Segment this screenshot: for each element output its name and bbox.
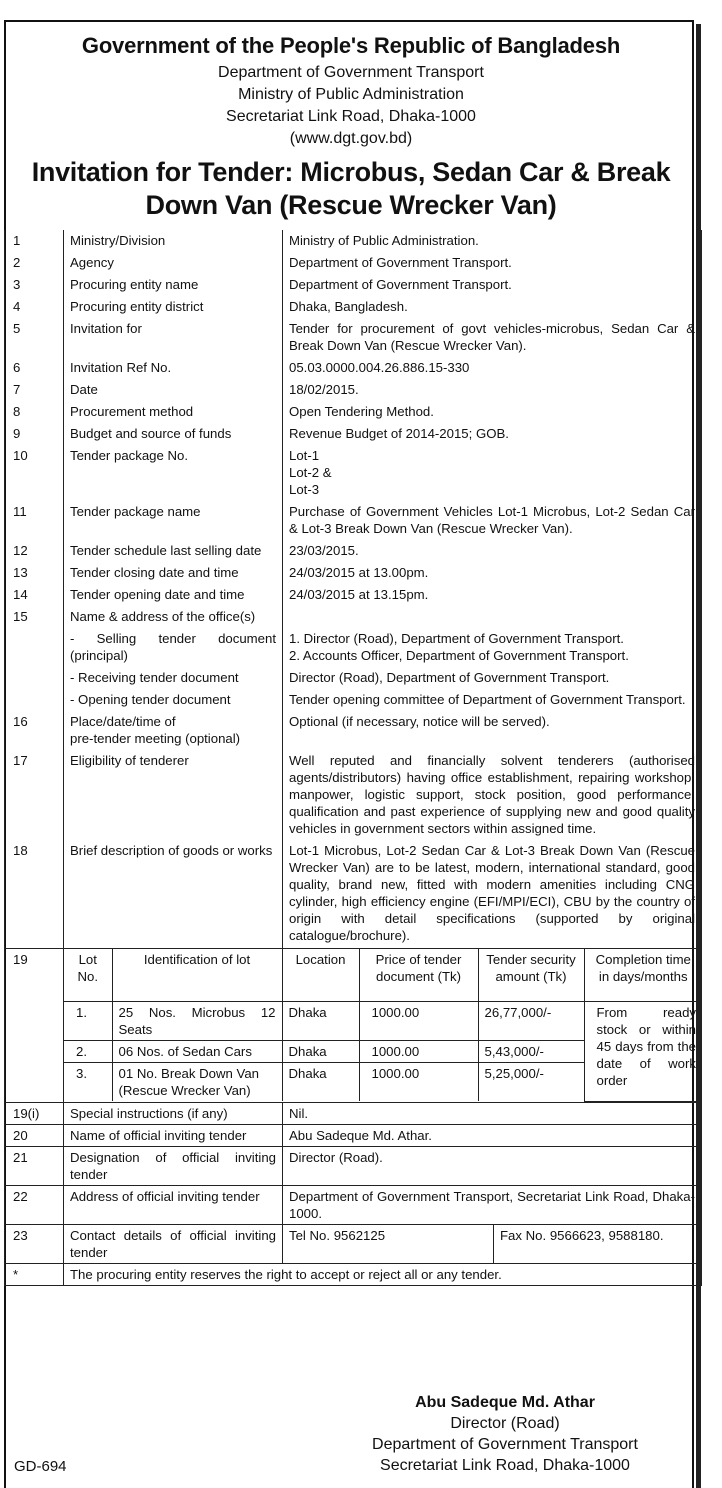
lot-location: Dhaka xyxy=(282,1041,359,1063)
row-label: Tender schedule last selling date xyxy=(64,539,283,561)
row-label xyxy=(64,710,283,749)
row-number xyxy=(5,666,64,688)
location-header: Location xyxy=(282,949,359,1002)
row-label: Brief description of goods or works xyxy=(64,839,283,949)
row-number: 9 xyxy=(5,422,64,444)
row-number: 15 xyxy=(5,605,64,627)
table-row xyxy=(5,251,702,273)
table-row xyxy=(5,295,702,317)
table-row xyxy=(5,317,702,356)
price-header: Price of tender document (Tk) xyxy=(359,949,478,1002)
table-row xyxy=(5,273,702,295)
row-label: Tender opening date and time xyxy=(64,583,283,605)
row-number: 19 xyxy=(5,949,64,1103)
row-number: 4 xyxy=(5,295,64,317)
row-label: Procurement method xyxy=(64,400,283,422)
row-value: Director (Road). xyxy=(283,1146,702,1185)
table-row xyxy=(5,230,702,251)
row-value: 18/02/2015. xyxy=(283,378,702,400)
table-row xyxy=(5,839,702,949)
row-value: Purchase of Government Vehicles Lot-1 Microbus, Lot-2 Sedan Car & Lot-3 Break Down Van (Rescue Wrecker Van). xyxy=(283,500,702,539)
row-number: 6 xyxy=(5,356,64,378)
contact-cell xyxy=(283,1224,702,1263)
row-number: 10 xyxy=(5,444,64,500)
table-row xyxy=(5,605,702,627)
row-value: Tender for procurement of govt vehicles-microbus, Sedan Car & Break Down Van (Rescue Wrecker Van). xyxy=(283,317,702,356)
row-value: Abu Sadeque Md. Athar. xyxy=(283,1124,702,1146)
row-value: Dhaka, Bangladesh. xyxy=(283,295,702,317)
tender-table xyxy=(4,230,702,1286)
row-number: 17 xyxy=(5,749,64,839)
row-label: Name of official inviting tender xyxy=(64,1124,283,1146)
dept-name: Department of Government Transport xyxy=(218,64,484,81)
lot-price: 1000.00 xyxy=(359,1041,478,1063)
signatory-name: Abu Sadeque Md. Athar xyxy=(415,1394,595,1411)
row-number xyxy=(5,627,64,666)
table-row xyxy=(5,422,702,444)
row-label: Tender package name xyxy=(64,500,283,539)
row-label: Designation of official inviting tender xyxy=(64,1146,283,1185)
table-row xyxy=(5,1224,702,1263)
table-row xyxy=(5,444,702,500)
row-value: Optional (if necessary, notice will be served). xyxy=(283,710,702,749)
table-row xyxy=(5,627,702,666)
row-number: 14 xyxy=(5,583,64,605)
ministry-name: Ministry of Public Administration xyxy=(238,86,464,103)
row-label: Procuring entity name xyxy=(64,273,283,295)
lot-security: 5,43,000/- xyxy=(478,1041,584,1063)
signatory-address: Secretariat Link Road, Dhaka-1000 xyxy=(380,1457,630,1474)
row-label: Eligibility of tenderer xyxy=(64,749,283,839)
row-value: Tender opening committee of Department of Government Transport. xyxy=(283,688,702,710)
row-number: 2 xyxy=(5,251,64,273)
row-label-line: Place/date/time of xyxy=(70,714,176,729)
lot-number: 2. xyxy=(64,1041,112,1063)
row-label: Tender closing date and time xyxy=(64,561,283,583)
row-label: Agency xyxy=(64,251,283,273)
lot-ident: 25 Nos. Microbus 12 Seats xyxy=(112,1002,282,1041)
table-row xyxy=(5,378,702,400)
lot-ident: 06 Nos. of Sedan Cars xyxy=(112,1041,282,1063)
row-label: - Receiving tender document xyxy=(64,666,283,688)
table-row xyxy=(5,561,702,583)
row-value-line: 1. Director (Road), Department of Government Transport. xyxy=(289,631,624,646)
row-label-line: pre-tender meeting (optional) xyxy=(70,731,241,746)
row-number: 19(i) xyxy=(5,1102,64,1124)
lot-no-header: Lot No. xyxy=(64,949,112,1002)
lots-table xyxy=(64,949,702,1102)
row-label: Budget and source of funds xyxy=(64,422,283,444)
table-row xyxy=(5,539,702,561)
signatory-designation: Director (Road) xyxy=(450,1415,560,1432)
row-number: 11 xyxy=(5,500,64,539)
lot-number: 1. xyxy=(64,1002,112,1041)
gov-name: Government of the People's Republic of Bangladesh xyxy=(81,33,621,58)
office-address: Secretariat Link Road, Dhaka-1000 xyxy=(226,108,476,125)
row-value xyxy=(283,605,702,627)
footnote-text: The procuring entity reserves the right to accept or reject all or any tender. xyxy=(64,1263,702,1285)
lot-security: 26,77,000/- xyxy=(478,1002,584,1041)
row-value: Department of Government Transport, Secretariat Link Road, Dhaka-1000. xyxy=(283,1185,702,1224)
table-row xyxy=(5,583,702,605)
header xyxy=(6,30,696,222)
row-number: 7 xyxy=(5,378,64,400)
row-number: 5 xyxy=(5,317,64,356)
row-number: 20 xyxy=(5,1124,64,1146)
gd-number: GD-694 xyxy=(14,1458,67,1475)
row-value: 24/03/2015 at 13.15pm. xyxy=(283,583,702,605)
row-value: 23/03/2015. xyxy=(283,539,702,561)
table-row xyxy=(5,749,702,839)
row-number: 18 xyxy=(5,839,64,949)
row-value: Well reputed and financially solvent tenderers (authorised agents/distributors) having office establishment, repairing workshop, manpower, logistic support, stock position, good performance, qualification and past experience of supplying new and good quality vehicles in government sectors within assigned time. xyxy=(283,749,702,839)
page-title: Invitation for Tender: Microbus, Sedan Car & Break Down Van (Rescue Wrecker Van) xyxy=(31,157,671,220)
row-label: Contact details of official inviting tender xyxy=(64,1224,283,1263)
row-label: Invitation Ref No. xyxy=(64,356,283,378)
lot-ident: 01 No. Break Down Van (Rescue Wrecker Van) xyxy=(112,1063,282,1102)
table-row xyxy=(5,688,702,710)
row-number: 3 xyxy=(5,273,64,295)
row-value: Lot-1 Microbus, Lot-2 Sedan Car & Lot-3 Break Down Van (Rescue Wrecker Van) are to be latest, modern, international standard, good quality, brand new, fitted with modern amenities including CNG cylinder, high efficiency engine (EFI/MPI/ECI), CBU by the country of origin with detail specifications (supported by original catalogue/brochure). xyxy=(283,839,702,949)
row-label: - Opening tender document xyxy=(64,688,283,710)
security-header: Tender security amount (Tk) xyxy=(478,949,584,1002)
row-number: 23 xyxy=(5,1224,64,1263)
lot-location: Dhaka xyxy=(282,1002,359,1041)
row-value-line: Lot-1 xyxy=(289,448,320,463)
completion-header: Completion time in days/months xyxy=(584,949,702,1002)
website: (www.dgt.gov.bd) xyxy=(289,130,413,147)
lot-price: 1000.00 xyxy=(359,1063,478,1102)
row-label: Ministry/Division xyxy=(64,230,283,251)
table-row xyxy=(5,710,702,749)
row-value-line: Lot-3 xyxy=(289,482,320,497)
row-label: Invitation for xyxy=(64,317,283,356)
row-number: 16 xyxy=(5,710,64,749)
row-value: 05.03.0000.004.26.886.15-330 xyxy=(283,356,702,378)
completion-time: From ready stock or within 45 days from the date of work order xyxy=(584,1002,702,1102)
row-label: Address of official inviting tender xyxy=(64,1185,283,1224)
row-value-line: 2. Accounts Officer, Department of Government Transport. xyxy=(289,648,629,663)
row-value: Nil. xyxy=(283,1102,702,1124)
row-value: Ministry of Public Administration. xyxy=(283,230,702,251)
fax-number: Fax No. 9566623, 9588180. xyxy=(500,1227,664,1243)
table-row xyxy=(5,1102,702,1124)
lot-price: 1000.00 xyxy=(359,1002,478,1041)
table-row xyxy=(5,356,702,378)
row-number: 21 xyxy=(5,1146,64,1185)
row-value xyxy=(283,627,702,666)
row-number: * xyxy=(5,1263,64,1285)
lot-row xyxy=(64,1002,702,1041)
tel-number: Tel No. 9562125 xyxy=(283,1225,494,1263)
lots-header-row xyxy=(64,949,702,1002)
row-label: Procuring entity district xyxy=(64,295,283,317)
ident-header: Identification of lot xyxy=(112,949,282,1002)
signature-block xyxy=(300,1392,710,1476)
row-value: Revenue Budget of 2014-2015; GOB. xyxy=(283,422,702,444)
row-number: 1 xyxy=(5,230,64,251)
table-row xyxy=(5,500,702,539)
row-label: Tender package No. xyxy=(64,444,283,500)
row-number: 13 xyxy=(5,561,64,583)
table-row xyxy=(5,1185,702,1224)
table-row xyxy=(5,949,702,1103)
table-row xyxy=(5,400,702,422)
row-value-line: Lot-2 & xyxy=(289,465,332,480)
table-row xyxy=(5,1124,702,1146)
row-number: 8 xyxy=(5,400,64,422)
lots-cell xyxy=(64,949,702,1103)
lot-number: 3. xyxy=(64,1063,112,1102)
row-value xyxy=(283,444,702,500)
row-value: 24/03/2015 at 13.00pm. xyxy=(283,561,702,583)
table-row xyxy=(5,1263,702,1285)
row-label: Name & address of the office(s) xyxy=(64,605,283,627)
signatory-dept: Department of Government Transport xyxy=(372,1436,638,1453)
row-value: Department of Government Transport. xyxy=(283,273,702,295)
row-number: 12 xyxy=(5,539,64,561)
row-value: Open Tendering Method. xyxy=(283,400,702,422)
row-number xyxy=(5,688,64,710)
lot-location: Dhaka xyxy=(282,1063,359,1102)
row-number: 22 xyxy=(5,1185,64,1224)
lot-security: 5,25,000/- xyxy=(478,1063,584,1102)
row-label: - Selling tender document (principal) xyxy=(64,627,283,666)
row-value: Director (Road), Department of Government Transport. xyxy=(283,666,702,688)
table-row xyxy=(5,666,702,688)
row-value: Department of Government Transport. xyxy=(283,251,702,273)
table-row xyxy=(5,1146,702,1185)
row-label: Date xyxy=(64,378,283,400)
row-label: Special instructions (if any) xyxy=(64,1102,283,1124)
